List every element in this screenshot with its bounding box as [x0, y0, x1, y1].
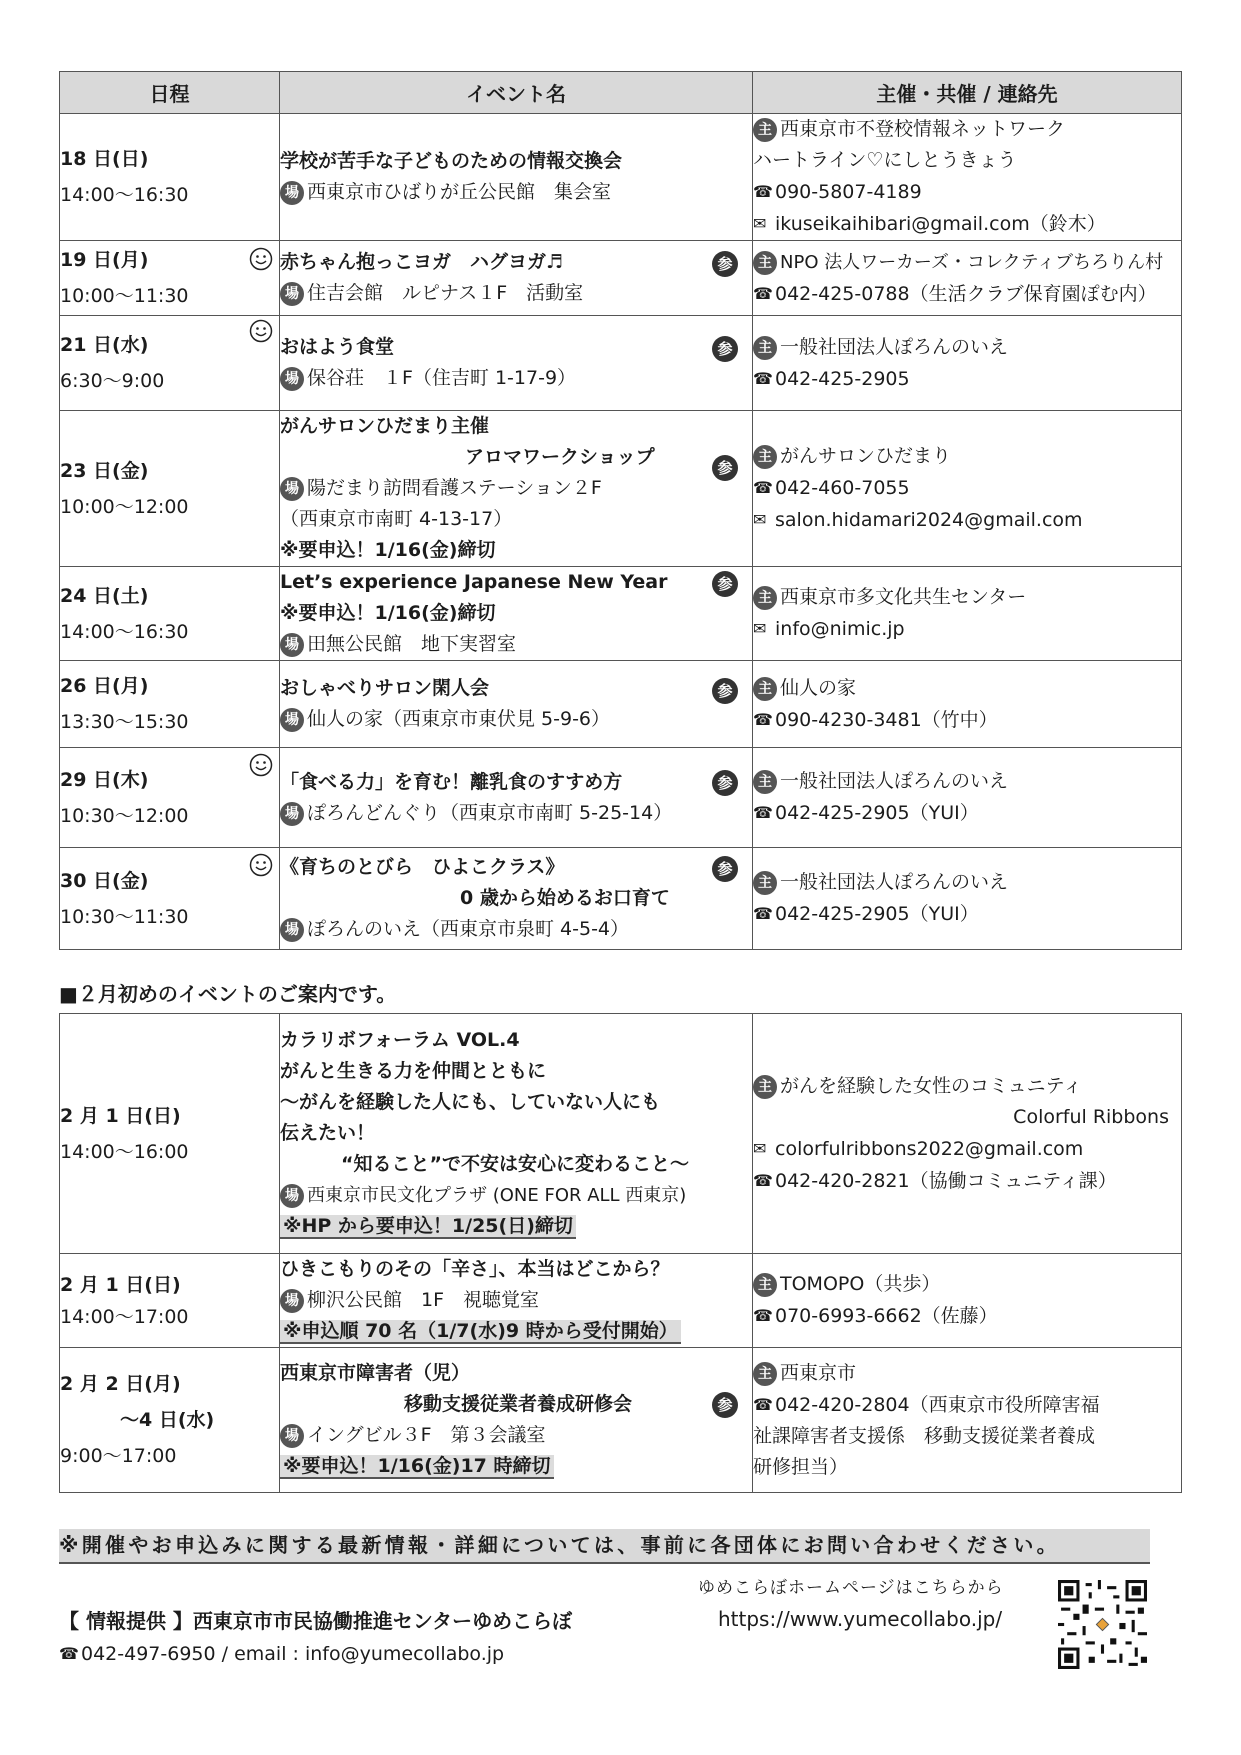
- date-cell: 21 日(水) 6:30～9:00: [60, 316, 280, 411]
- table-row: [60, 114, 1182, 241]
- org-cell: 主 西東京市 ☎ 042-420-2804（西東京市役所障害福 祉課障害者支援係 移動支援従業者養成 研修担当）: [753, 1348, 1182, 1493]
- event-title: おはよう食堂: [280, 336, 395, 358]
- venue-badge-icon: 場: [280, 1289, 304, 1313]
- date-cell: 29 日(木) 10:30～12:00: [60, 748, 280, 848]
- event-title: おしゃべりサロン閑人会: [280, 677, 490, 699]
- event-venue: 場 西東京市ひばりが丘公民館 集会室: [280, 177, 752, 208]
- date-cell: 24 日(土) 14:00～16:30: [60, 567, 280, 661]
- venue-badge-icon: 場: [280, 1184, 304, 1208]
- table-row: [60, 1348, 1182, 1493]
- join-badge-icon: 参: [712, 336, 738, 362]
- join-badge-icon: 参: [712, 678, 738, 704]
- venue-badge-icon: 場: [280, 802, 304, 826]
- smile-icon: [249, 853, 273, 877]
- phone-icon: ☎: [753, 182, 773, 201]
- header-date: 日程: [60, 72, 280, 114]
- event-title: 学校が苦手な子どものための情報交換会: [280, 150, 623, 172]
- event-venue: 場 西東京市民文化プラザ (ONE FOR ALL 西東京): [280, 1180, 752, 1211]
- event-venue: 場 保谷荘 １F（住吉町 1-17-9）: [280, 363, 752, 394]
- host-badge-icon: 主: [753, 871, 777, 895]
- date-cell: 2 月 1 日(日) 14:00～16:00: [60, 1014, 280, 1254]
- table-row: [60, 241, 1182, 316]
- footer-url[interactable]: https://www.yumecollabo.jp/: [718, 1607, 1003, 1631]
- event-cell: 参 がんサロンひだまり主催 アロマワークショップ 場 陽だまり訪問看護ステーション２F （西東京市南町 4-13-17） ※要申込！1/16(金)締切: [280, 411, 753, 567]
- join-badge-icon: 参: [712, 856, 738, 882]
- event-note: ※HP から要申込！1/25(日)締切: [280, 1211, 752, 1242]
- date-cell: 2 月 1 日(日) 14:00～17:00: [60, 1254, 280, 1348]
- event-cell: [280, 241, 753, 316]
- event-venue: 場 住吉会館 ルピナス１F 活動室: [280, 278, 752, 309]
- event-subtitle: アロマワークショップ: [465, 446, 655, 468]
- org-cell: 主 一般社団法人ぽろんのいえ ☎ 042-425-2905: [753, 316, 1182, 411]
- event-note: ※要申込！1/16(金)締切: [280, 539, 496, 561]
- join-badge-icon: 参: [712, 571, 738, 597]
- phone-icon: ☎: [753, 1170, 773, 1190]
- event-cell: [280, 114, 753, 241]
- footer-contact: ☎ 042-497-6950 / email : info@yumecollabo.jp: [59, 1643, 505, 1665]
- join-badge-icon: 参: [712, 455, 738, 481]
- header-org: 主催・共催 / 連絡先: [753, 72, 1182, 114]
- venue-badge-icon: 場: [280, 708, 304, 732]
- venue-badge-icon: 場: [280, 367, 304, 391]
- table-row: [60, 661, 1182, 748]
- table-header-row: [60, 72, 1182, 114]
- qr-code-icon[interactable]: [1058, 1580, 1147, 1669]
- event-venue: 場 柳沢公民館 1F 視聴覚室: [280, 1285, 752, 1316]
- smile-icon: [249, 753, 273, 777]
- event-venue: 場 田無公民館 地下実習室: [280, 629, 752, 660]
- header-event: イベント名: [280, 72, 753, 114]
- event-venue: 場 仙人の家（西東京市東伏見 5-9-6）: [280, 704, 752, 735]
- table-row: [60, 1014, 1182, 1254]
- join-badge-icon: 参: [712, 770, 738, 796]
- phone-icon: ☎: [753, 368, 773, 388]
- table-row: [60, 316, 1182, 411]
- join-badge-icon: 参: [712, 1392, 738, 1418]
- smile-icon: [249, 247, 273, 271]
- event-title: ひきこもりのその「辛さ」、本当はどこから？: [280, 1258, 670, 1280]
- mail-icon: ✉: [753, 214, 767, 233]
- org-cell: 主 仙人の家 ☎ 090-4230-3481（竹中）: [753, 661, 1182, 748]
- event-title: Let’s experience Japanese New Year: [280, 571, 668, 593]
- venue-badge-icon: 場: [280, 282, 304, 306]
- event-cell: [280, 848, 753, 950]
- org-cell: 主 がんサロンひだまり ☎ 042-460-7055 ✉ salon.hidamari2024@gmail.com: [753, 411, 1182, 567]
- org-cell: 主 西東京市不登校情報ネットワーク ハートライン♡にしとうきょう ☎ 090-5807-4189 ✉ ikuseikaihibari@gmail.com（鈴木）: [753, 114, 1182, 241]
- mail-icon: ✉: [753, 619, 767, 638]
- phone-icon: ☎: [753, 803, 773, 822]
- january-events-table: [59, 71, 1182, 950]
- org-cell: 主 TOMOPO（共歩） ☎ 070-6993-6662（佐藤）: [753, 1254, 1182, 1348]
- event-venue: 場 ぽろんのいえ（西東京市泉町 4-5-4）: [280, 914, 752, 945]
- event-title: 赤ちゃん抱っこヨガ ハグヨガ♬: [280, 251, 564, 273]
- org-cell: 主 がんを経験した女性のコミュニティ Colorful Ribbons ✉ colorfulribbons2022@gmail.com ☎ 042-420-2821（協働コミュニティ課）: [753, 1014, 1182, 1254]
- table-row: [60, 848, 1182, 950]
- host-badge-icon: 主: [753, 1075, 777, 1099]
- event-venue: 場 陽だまり訪問看護ステーション２F: [280, 473, 752, 504]
- section-title: ■２月初めのイベントのご案内です。: [59, 982, 397, 1006]
- event-title: 《育ちのとびら ひよこクラス》: [280, 856, 565, 878]
- mail-icon: ✉: [753, 510, 767, 529]
- host-badge-icon: 主: [753, 770, 777, 794]
- date-cell: 30 日(金) 10:30～11:30: [60, 848, 280, 950]
- february-events-table: [59, 1013, 1182, 1493]
- event-venue: 場 イングビル３F 第３会議室: [280, 1420, 752, 1451]
- venue-badge-icon: 場: [280, 918, 304, 942]
- event-cell: [280, 1348, 753, 1493]
- date-cell: 18 日(日) 14:00～16:30: [60, 114, 280, 241]
- host-badge-icon: 主: [753, 586, 777, 610]
- date-cell: 26 日(月) 13:30～15:30: [60, 661, 280, 748]
- event-cell: [280, 1254, 753, 1348]
- event-title: 「食べる力」を育む！離乳食のすすめ方: [280, 770, 623, 793]
- phone-icon: ☎: [753, 904, 773, 923]
- event-subtitle: 0 歳から始めるお口育て: [460, 887, 670, 909]
- table-row: [60, 748, 1182, 848]
- phone-icon: ☎: [753, 283, 773, 303]
- footer-hp-label: ゆめこらぼホームページはこちらから: [698, 1578, 1004, 1598]
- host-badge-icon: 主: [753, 118, 777, 142]
- date-cell: 23 日(金) 10:00～12:00: [60, 411, 280, 567]
- event-note: ※要申込！1/16(金)締切: [280, 602, 496, 624]
- table-row: [60, 411, 1182, 567]
- host-badge-icon: 主: [753, 677, 777, 701]
- phone-icon: ☎: [753, 1394, 773, 1414]
- event-cell: [280, 567, 753, 661]
- host-badge-icon: 主: [753, 1362, 777, 1386]
- event-title: がんサロンひだまり主催: [280, 415, 490, 437]
- smile-icon: [249, 319, 273, 343]
- date-cell: 19 日(月) 10:00～11:30: [60, 241, 280, 316]
- table-row: [60, 567, 1182, 661]
- phone-icon: ☎: [753, 1306, 773, 1325]
- event-subtitle: 移動支援従業者養成研修会: [404, 1393, 633, 1415]
- notice-banner: ※開催やお申込みに関する最新情報・詳細については、事前に各団体にお問い合わせください。: [59, 1529, 1150, 1564]
- venue-badge-icon: 場: [280, 633, 304, 657]
- org-cell: 主 一般社団法人ぽろんのいえ ☎ 042-425-2905（YUI）: [753, 848, 1182, 950]
- venue-badge-icon: 場: [280, 477, 304, 501]
- mail-icon: ✉: [753, 1138, 767, 1158]
- footer-provider: 【 情報提供 】西東京市市民協働推進センターゆめこらぼ: [59, 1609, 573, 1633]
- event-title: 西東京市障害者（児）: [280, 1362, 471, 1384]
- host-badge-icon: 主: [753, 1273, 777, 1297]
- event-note: ※要申込！1/16(金)17 時締切: [280, 1451, 752, 1482]
- host-badge-icon: 主: [753, 336, 777, 360]
- event-note: ※申込順 70 名（1/7(水)9 時から受付開始）: [280, 1316, 752, 1347]
- table-row: [60, 1254, 1182, 1348]
- org-cell: 主 西東京市多文化共生センター ✉ info@nimic.jp: [753, 567, 1182, 661]
- org-cell: 主 NPO 法人ワーカーズ・コレクティブちろりん村 ☎ 042-425-0788（生活クラブ保育園ぽむ内）: [753, 241, 1182, 316]
- venue-badge-icon: 場: [280, 1424, 304, 1448]
- join-badge-icon: 参: [712, 251, 738, 277]
- venue-badge-icon: 場: [280, 181, 304, 205]
- event-cell: [280, 748, 753, 848]
- event-cell: [280, 661, 753, 748]
- host-badge-icon: 主: [753, 251, 777, 275]
- event-cell: カラリボフォーラム VOL.4 がんと生きる力を仲間とともに ～がんを経験した人にも、していない人にも 伝えたい！ “知ること”で不安は安心に変わること～ 場 西東京市民文化プラザ (ONE FOR ALL 西東京) ※HP から要申込！1/25(日)締切: [280, 1014, 753, 1254]
- phone-icon: ☎: [753, 478, 773, 497]
- phone-icon: ☎: [59, 1644, 79, 1663]
- event-venue: 場 ぽろんどんぐり（西東京市南町 5-25-14）: [280, 798, 752, 829]
- date-cell: 2 月 2 日(月) ～4 日(水) 9:00～17:00: [60, 1348, 280, 1493]
- event-title: カラリボフォーラム VOL.4: [280, 1029, 520, 1051]
- host-badge-icon: 主: [753, 445, 777, 469]
- phone-icon: ☎: [753, 709, 773, 729]
- event-cell: [280, 316, 753, 411]
- org-cell: 主 一般社団法人ぽろんのいえ ☎ 042-425-2905（YUI）: [753, 748, 1182, 848]
